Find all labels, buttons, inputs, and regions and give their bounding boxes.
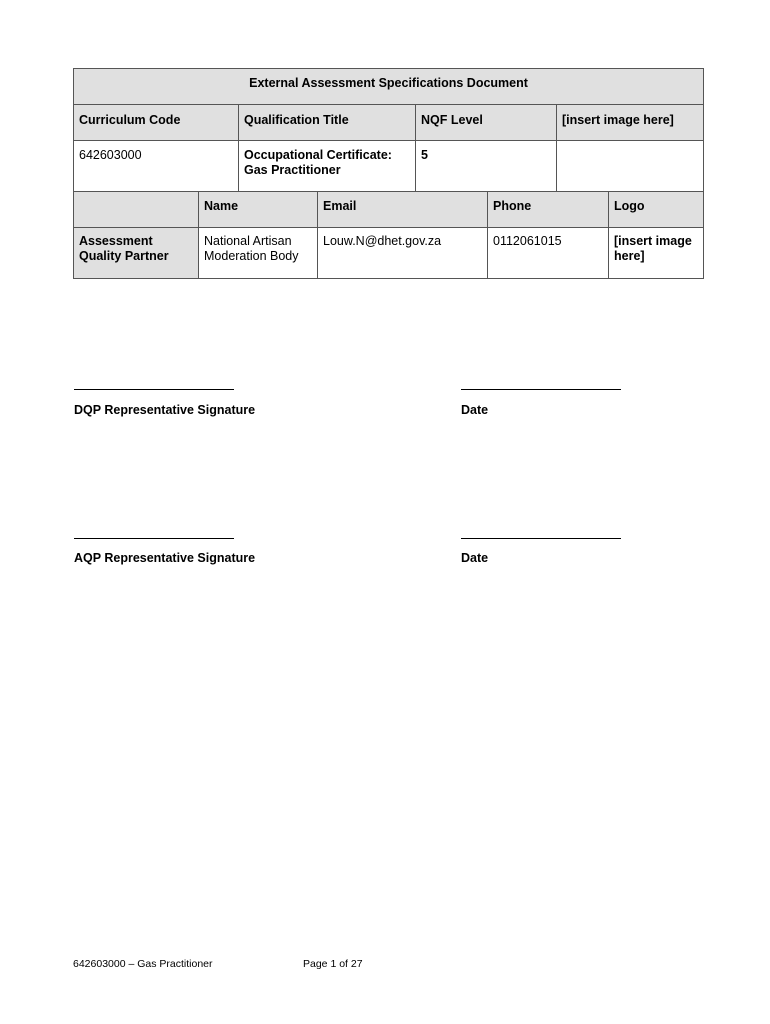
header-image-placeholder: [insert image here] <box>557 105 704 141</box>
aqp-header-phone: Phone <box>488 192 609 228</box>
header-nqf-level: NQF Level <box>416 105 557 141</box>
dqp-signature-line <box>74 389 234 390</box>
aqp-signature-label: AQP Representative Signature <box>74 551 256 565</box>
dqp-date-line <box>461 389 621 390</box>
aqp-header-email: Email <box>318 192 488 228</box>
footer-page-number: Page 1 of 27 <box>303 958 363 970</box>
qualification-table <box>73 68 704 192</box>
aqp-table <box>73 191 704 279</box>
qualification-title-line1: Occupational Certificate: <box>244 148 392 162</box>
nqf-level-value: 5 <box>416 141 557 192</box>
aqp-date-line <box>461 538 621 539</box>
document-title: External Assessment Specifications Document <box>74 69 704 105</box>
header-qualification-title: Qualification Title <box>239 105 416 141</box>
aqp-header-name: Name <box>199 192 318 228</box>
aqp-logo-line2: here] <box>614 249 645 263</box>
aqp-header-blank <box>74 192 199 228</box>
image-cell <box>557 141 704 192</box>
aqp-phone: 0112061015 <box>488 228 609 279</box>
aqp-email: Louw.N@dhet.gov.za <box>318 228 488 279</box>
qualification-title-line2: Gas Practitioner <box>244 163 341 177</box>
aqp-header-logo: Logo <box>609 192 704 228</box>
qualification-title-value <box>239 141 416 192</box>
aqp-row-label-line2: Quality Partner <box>79 249 169 263</box>
curriculum-code-value: 642603000 <box>74 141 239 192</box>
aqp-date-label: Date <box>461 551 489 565</box>
dqp-signature-label: DQP Representative Signature <box>74 403 256 417</box>
aqp-row-label-line1: Assessment <box>79 234 153 248</box>
footer-document-id: 642603000 – Gas Practitioner <box>73 958 213 970</box>
dqp-date-label: Date <box>461 403 489 417</box>
aqp-signature-line <box>74 538 234 539</box>
aqp-name-line1: National Artisan <box>204 234 292 248</box>
aqp-row-label <box>74 228 199 279</box>
aqp-logo <box>609 228 704 279</box>
aqp-logo-line1: [insert image <box>614 234 692 248</box>
header-curriculum-code: Curriculum Code <box>74 105 239 141</box>
aqp-name <box>199 228 318 279</box>
aqp-name-line2: Moderation Body <box>204 249 299 263</box>
